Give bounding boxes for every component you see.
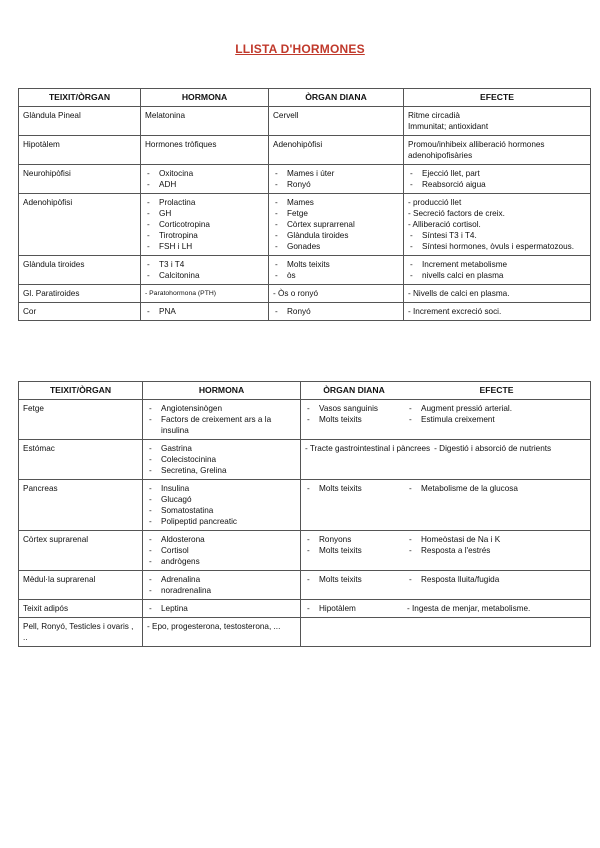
list-item: - Resposta a l'estrés bbox=[407, 545, 586, 556]
diana-list bbox=[305, 534, 403, 556]
list-item: - Mames i úter bbox=[273, 168, 399, 179]
hormona-cell bbox=[143, 600, 301, 618]
efecte-list bbox=[407, 574, 586, 585]
list-item: Melatonina bbox=[145, 111, 186, 120]
table-row bbox=[19, 256, 591, 285]
list-item: - Síntesi hormones, òvuls i espermatozous. bbox=[408, 241, 586, 252]
organ-cell: Pancreas bbox=[19, 480, 143, 531]
efecte-list bbox=[434, 443, 586, 454]
list-item: - Molts teixits bbox=[305, 545, 403, 556]
list-item: - Ronyó bbox=[273, 306, 399, 317]
list-item: - Homeòstasi de Na i K bbox=[407, 534, 586, 545]
header-diana: ÒRGAN DIANA bbox=[269, 89, 404, 107]
list-item: Cervell bbox=[273, 111, 299, 120]
efecte-cell bbox=[404, 285, 591, 303]
header-diana-efecte bbox=[301, 382, 591, 400]
list-item: - Colecistocinina bbox=[147, 454, 296, 465]
hormona-list bbox=[147, 574, 296, 596]
hormona-list bbox=[145, 139, 264, 150]
list-item: - Increment metabolisme bbox=[408, 259, 586, 270]
list-item: Ritme circadià bbox=[408, 111, 460, 120]
efecte-list bbox=[408, 259, 586, 281]
diana-list bbox=[305, 403, 403, 425]
hormona-list bbox=[145, 197, 264, 252]
organ-cell: Neurohipòfisi bbox=[19, 165, 141, 194]
table-row bbox=[19, 618, 591, 647]
hormona-list bbox=[147, 603, 296, 614]
efecte-list bbox=[407, 603, 586, 614]
list-item: Hormones tròfiques bbox=[145, 140, 217, 149]
organ-cell: Glàndula Pineal bbox=[19, 107, 141, 136]
table-row bbox=[19, 194, 591, 256]
organ-cell: Còrtex suprarenal bbox=[19, 531, 143, 571]
list-item: - nivells calci en plasma bbox=[408, 270, 586, 281]
diana-list bbox=[273, 197, 399, 252]
efecte-list bbox=[407, 483, 586, 494]
hormona-cell bbox=[141, 107, 269, 136]
organ-cell: Glàndula tiroides bbox=[19, 256, 141, 285]
hormona-list bbox=[145, 306, 264, 317]
table-row bbox=[19, 136, 591, 165]
efecte-list bbox=[408, 288, 586, 299]
list-item: - Calcitonina bbox=[145, 270, 264, 281]
efecte-list bbox=[407, 403, 586, 425]
efecte-cell bbox=[404, 194, 591, 256]
organ-cell: Hipotàlem bbox=[19, 136, 141, 165]
list-item: - òs bbox=[273, 270, 399, 281]
list-item: - Somatostatina bbox=[147, 505, 296, 516]
list-item: - noradrenalina bbox=[147, 585, 296, 596]
table-row bbox=[19, 480, 591, 531]
list-item: - ADH bbox=[145, 179, 264, 190]
list-item: - Òs o ronyó bbox=[273, 289, 319, 298]
organ-cell: Mèdul·la suprarenal bbox=[19, 571, 143, 600]
page-title: LLISTA D'HORMONES bbox=[235, 42, 365, 56]
diana-cell bbox=[269, 107, 404, 136]
diana-list bbox=[305, 603, 403, 614]
list-item: - Augment pressió arterial. bbox=[407, 403, 586, 414]
hormona-cell bbox=[143, 400, 301, 440]
list-item: - Tirotropina bbox=[145, 230, 264, 241]
organ-cell: Estómac bbox=[19, 440, 143, 480]
hormona-cell bbox=[141, 194, 269, 256]
diana-cell bbox=[269, 136, 404, 165]
efecte-cell bbox=[404, 303, 591, 321]
efecte-list bbox=[408, 306, 586, 317]
table-row bbox=[19, 303, 591, 321]
list-item: - Alliberació cortisol. bbox=[408, 220, 481, 229]
efecte-cell bbox=[404, 136, 591, 165]
diana-list bbox=[305, 443, 430, 454]
hormones-table-2 bbox=[18, 381, 591, 647]
table-row bbox=[19, 107, 591, 136]
hormona-list bbox=[147, 403, 296, 436]
table-row bbox=[19, 440, 591, 480]
list-item: - Ronyó bbox=[273, 179, 399, 190]
diana-efecte-cell bbox=[301, 440, 591, 480]
list-item: - Molts teixits bbox=[273, 259, 399, 270]
diana-list bbox=[273, 110, 399, 121]
list-item: - producció llet bbox=[408, 198, 462, 207]
list-item: - Epo, progesterona, testosterona, ... bbox=[147, 622, 281, 631]
header-efecte: EFECTE bbox=[479, 385, 514, 395]
diana-cell bbox=[269, 256, 404, 285]
list-item: - Còrtex suprarrenal bbox=[273, 219, 399, 230]
list-item: - Nivells de calci en plasma. bbox=[408, 289, 510, 298]
list-item: - T3 i T4 bbox=[145, 259, 264, 270]
efecte-list bbox=[408, 168, 586, 190]
list-item: - Fetge bbox=[273, 208, 399, 219]
diana-list bbox=[273, 139, 399, 150]
efecte-list bbox=[408, 139, 586, 161]
diana-efecte-cell bbox=[301, 480, 591, 531]
diana-cell bbox=[269, 194, 404, 256]
list-item: - Metabolisme de la glucosa bbox=[407, 483, 586, 494]
diana-cell bbox=[269, 165, 404, 194]
diana-efecte-cell bbox=[301, 600, 591, 618]
hormona-cell bbox=[143, 618, 301, 647]
efecte-cell bbox=[404, 107, 591, 136]
list-item: - Glucagó bbox=[147, 494, 296, 505]
diana-efecte-cell bbox=[301, 531, 591, 571]
list-item: - Corticotropina bbox=[145, 219, 264, 230]
list-item: - Hipotàlem bbox=[305, 603, 403, 614]
organ-cell: Pell, Ronyó, Testicles i ovaris , .. bbox=[19, 618, 143, 647]
organ-cell: Adenohipòfisi bbox=[19, 194, 141, 256]
header-organ: TEIXIT/ÒRGAN bbox=[19, 89, 141, 107]
list-item: - Factors de creixement ars a la insulina bbox=[147, 414, 296, 436]
hormona-list bbox=[147, 534, 296, 567]
list-item: - Gonades bbox=[273, 241, 399, 252]
list-item: - andrògens bbox=[147, 556, 296, 567]
diana-list bbox=[273, 306, 399, 317]
list-item: - Tracte gastrointestinal i pàncrees bbox=[305, 444, 431, 453]
list-item: - Ejecció llet, part bbox=[408, 168, 586, 179]
hormona-list bbox=[147, 443, 296, 476]
table-row bbox=[19, 165, 591, 194]
hormona-list bbox=[145, 168, 264, 190]
list-item: - Ronyons bbox=[305, 534, 403, 545]
hormona-list bbox=[147, 483, 296, 527]
hormona-cell bbox=[143, 480, 301, 531]
diana-list bbox=[305, 483, 403, 494]
header-organ: TEIXIT/ÒRGAN bbox=[19, 382, 143, 400]
diana-efecte-cell bbox=[301, 618, 591, 647]
hormones-table-1 bbox=[18, 88, 591, 321]
list-item: - Molts teixits bbox=[305, 414, 403, 425]
list-item: - Secretina, Grelina bbox=[147, 465, 296, 476]
diana-cell bbox=[269, 285, 404, 303]
diana-efecte-cell bbox=[301, 400, 591, 440]
hormona-cell bbox=[141, 165, 269, 194]
table-row bbox=[19, 285, 591, 303]
table-row bbox=[19, 531, 591, 571]
organ-cell: Teixit adipós bbox=[19, 600, 143, 618]
hormona-cell bbox=[143, 440, 301, 480]
diana-list bbox=[273, 288, 399, 299]
list-item: - Cortisol bbox=[147, 545, 296, 556]
hormona-cell bbox=[141, 285, 269, 303]
header-hormona: HORMONA bbox=[143, 382, 301, 400]
diana-list bbox=[305, 574, 403, 585]
list-item: - Reabsorció aigua bbox=[408, 179, 586, 190]
efecte-list bbox=[407, 534, 586, 556]
list-item: Adenohipòfisi bbox=[273, 140, 323, 149]
list-item: - Angiotensinògen bbox=[147, 403, 296, 414]
list-item: Promou/inhibeix alliberació hormones adenohipofisàries bbox=[408, 140, 545, 160]
list-item: - Síntesi T3 i T4. bbox=[408, 230, 586, 241]
organ-cell: Fetge bbox=[19, 400, 143, 440]
hormona-list bbox=[145, 259, 264, 281]
hormona-list bbox=[145, 288, 264, 299]
list-item: - Gastrina bbox=[147, 443, 296, 454]
header-hormona: HORMONA bbox=[141, 89, 269, 107]
list-item: - Paratohormona (PTH) bbox=[145, 290, 217, 297]
efecte-cell bbox=[404, 256, 591, 285]
efecte-cell bbox=[404, 165, 591, 194]
diana-list bbox=[273, 168, 399, 190]
diana-list bbox=[273, 259, 399, 281]
list-item: - Insulina bbox=[147, 483, 296, 494]
organ-cell: Cor bbox=[19, 303, 141, 321]
diana-efecte-cell bbox=[301, 571, 591, 600]
list-item: - Mames bbox=[273, 197, 399, 208]
hormona-cell bbox=[143, 571, 301, 600]
diana-cell bbox=[269, 303, 404, 321]
list-item: - Ingesta de menjar, metabolisme. bbox=[407, 604, 531, 613]
list-item: - Oxitocina bbox=[145, 168, 264, 179]
list-item: Immunitat; antioxidant bbox=[408, 122, 489, 131]
table-row bbox=[19, 400, 591, 440]
list-item: - Glàndula tiroides bbox=[273, 230, 399, 241]
header-efecte: EFECTE bbox=[404, 89, 591, 107]
list-item: - Molts teixits bbox=[305, 483, 403, 494]
hormona-list bbox=[147, 621, 296, 632]
efecte-list bbox=[408, 197, 586, 252]
hormona-cell bbox=[141, 136, 269, 165]
list-item: - Molts teixits bbox=[305, 574, 403, 585]
hormona-cell bbox=[143, 531, 301, 571]
table-row bbox=[19, 571, 591, 600]
list-item: - Leptina bbox=[147, 603, 296, 614]
list-item: - Resposta lluita/fugida bbox=[407, 574, 586, 585]
list-item: - Digestió i absorció de nutrients bbox=[434, 444, 552, 453]
hormona-list bbox=[145, 110, 264, 121]
list-item: - Secreció factors de creix. bbox=[408, 209, 505, 218]
efecte-list bbox=[408, 110, 586, 132]
organ-cell: Gl. Paratiroides bbox=[19, 285, 141, 303]
list-item: - FSH i LH bbox=[145, 241, 264, 252]
header-diana: ÒRGAN DIANA bbox=[323, 385, 385, 395]
list-item: - Increment excreció soci. bbox=[408, 307, 502, 316]
list-item: - Vasos sanguinis bbox=[305, 403, 403, 414]
list-item: - Aldosterona bbox=[147, 534, 296, 545]
list-item: - Estimula creixement bbox=[407, 414, 586, 425]
list-item: - GH bbox=[145, 208, 264, 219]
list-item: - Prolactina bbox=[145, 197, 264, 208]
list-item: - Adrenalina bbox=[147, 574, 296, 585]
hormona-cell bbox=[141, 303, 269, 321]
hormona-cell bbox=[141, 256, 269, 285]
list-item: - PNA bbox=[145, 306, 264, 317]
table-row bbox=[19, 600, 591, 618]
list-item: - Polipeptid pancreatic bbox=[147, 516, 296, 527]
